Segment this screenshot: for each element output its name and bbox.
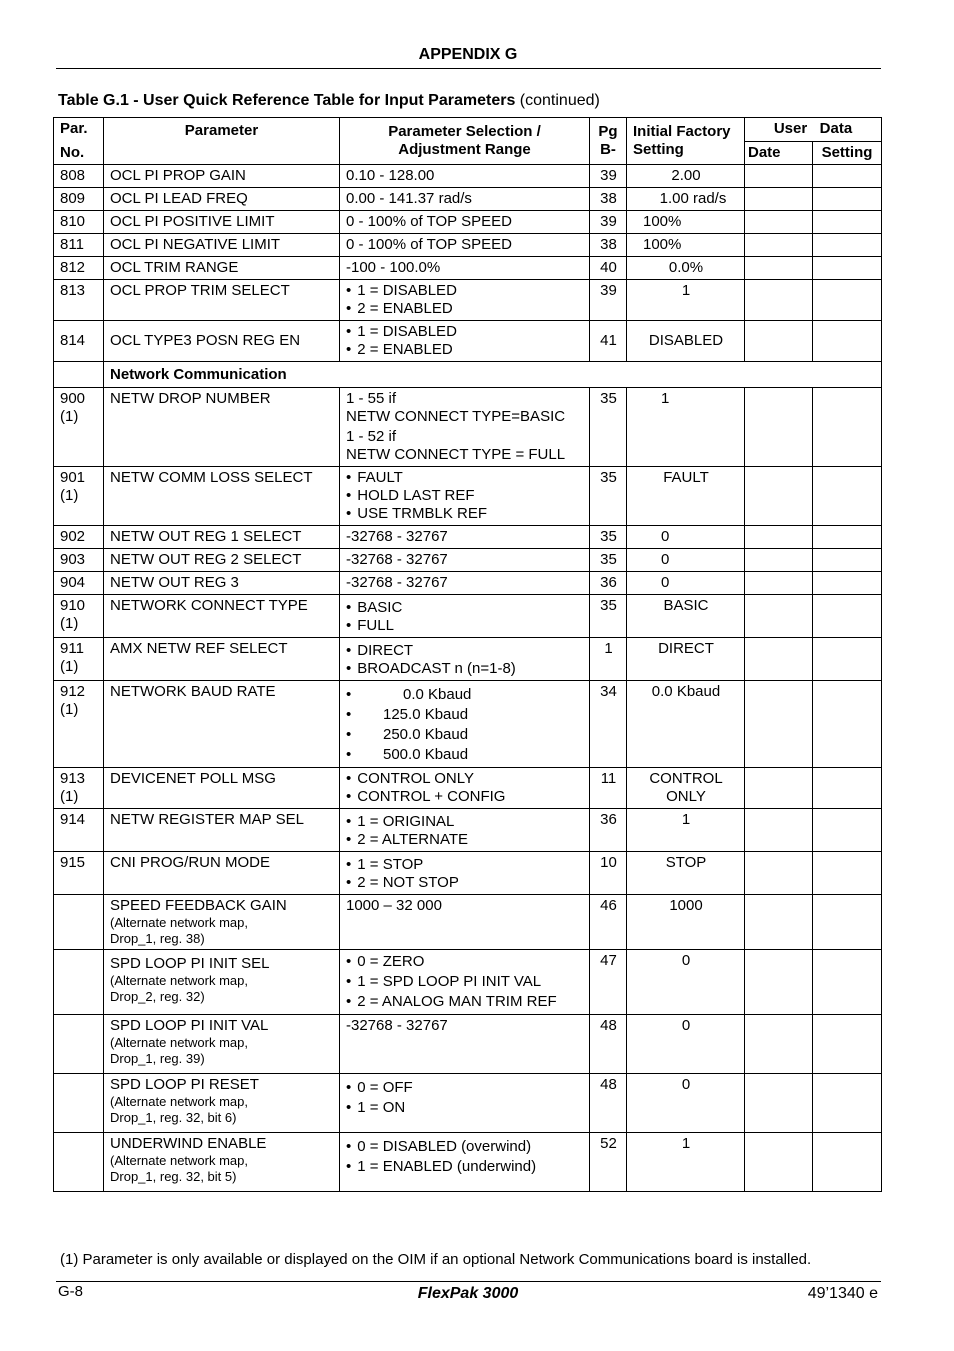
param-options bbox=[340, 852, 590, 895]
par-no bbox=[54, 638, 104, 681]
parameter-table bbox=[53, 117, 882, 1192]
factory-setting: 0 bbox=[627, 1015, 745, 1074]
param-page: 10 bbox=[590, 852, 627, 895]
param-page: 39 bbox=[590, 211, 627, 234]
par-no: 812 bbox=[54, 257, 104, 280]
par-no bbox=[54, 950, 104, 1015]
document-number: 49’1340 e bbox=[807, 1285, 878, 1302]
param-name: OCL PI LEAD FREQ bbox=[104, 188, 340, 211]
table-row bbox=[54, 895, 882, 950]
param-name: OCL PI NEGATIVE LIMIT bbox=[104, 234, 340, 257]
param-range: 1000 – 32 000 bbox=[340, 895, 590, 950]
table-row bbox=[54, 280, 882, 321]
option-item: • 250.0 Kbaud bbox=[346, 725, 584, 745]
option-item: • 500.0 Kbaud bbox=[346, 745, 584, 765]
par-no bbox=[54, 681, 104, 768]
product-name: FlexPak 3000 bbox=[417, 1285, 519, 1302]
user-date-cell bbox=[745, 1133, 813, 1192]
param-name: NETW COMM LOSS SELECT bbox=[104, 467, 340, 526]
param-range: -32768 - 32767 bbox=[340, 549, 590, 572]
user-setting-cell bbox=[813, 388, 882, 467]
user-setting-cell bbox=[813, 467, 882, 526]
factory-setting: 1000 bbox=[627, 895, 745, 950]
param-range: 0.10 - 128.00 bbox=[340, 165, 590, 188]
option-item: • 1 = ORIGINAL bbox=[346, 813, 584, 831]
table-row bbox=[54, 681, 882, 768]
param-page: 35 bbox=[590, 526, 627, 549]
user-date-cell bbox=[745, 1015, 813, 1074]
user-setting-cell bbox=[813, 188, 882, 211]
param-map-note: (Alternate network map, bbox=[110, 1035, 249, 1050]
param-options bbox=[340, 280, 590, 321]
param-title: SPD LOOP PI INIT VAL bbox=[110, 1017, 269, 1034]
option-item: • 1 = DISABLED bbox=[346, 323, 584, 341]
option-item: • 1 = SPD LOOP PI INIT VAL bbox=[346, 972, 584, 992]
param-options bbox=[340, 595, 590, 638]
option-item: • 0 = ZERO bbox=[346, 952, 584, 972]
option-item: • 2 = NOT STOP bbox=[346, 874, 584, 892]
param-name: OCL PI POSITIVE LIMIT bbox=[104, 211, 340, 234]
param-name bbox=[104, 1133, 340, 1192]
param-page: 35 bbox=[590, 388, 627, 467]
param-name bbox=[104, 1015, 340, 1074]
user-date-cell bbox=[745, 572, 813, 595]
param-name: NETW OUT REG 1 SELECT bbox=[104, 526, 340, 549]
user-date-cell bbox=[745, 321, 813, 362]
par-footnote-ref: (1) bbox=[60, 408, 79, 425]
param-range: 0 - 100% of TOP SPEED bbox=[340, 211, 590, 234]
par-no bbox=[54, 467, 104, 526]
option-item: • CONTROL ONLY bbox=[346, 770, 584, 788]
table-row bbox=[54, 467, 882, 526]
param-page: 48 bbox=[590, 1015, 627, 1074]
user-date-cell bbox=[745, 768, 813, 809]
col-setting: Setting bbox=[813, 141, 882, 165]
option-item: • 1 = ENABLED (underwind) bbox=[346, 1157, 584, 1177]
param-name: NETWORK CONNECT TYPE bbox=[104, 595, 340, 638]
factory-setting: STOP bbox=[627, 852, 745, 895]
user-setting-cell bbox=[813, 768, 882, 809]
table-row bbox=[54, 188, 882, 211]
user-setting-cell bbox=[813, 638, 882, 681]
table-row bbox=[54, 595, 882, 638]
range-line: 1 - 55 if bbox=[346, 390, 397, 407]
param-page: 1 bbox=[590, 638, 627, 681]
user-setting-cell bbox=[813, 165, 882, 188]
par-number: 912 bbox=[60, 683, 86, 700]
param-map-note: (Alternate network map, bbox=[110, 1153, 249, 1168]
par-footnote-ref: (1) bbox=[60, 788, 79, 805]
param-page: 48 bbox=[590, 1074, 627, 1133]
param-range: -32768 - 32767 bbox=[340, 572, 590, 595]
par-number: 910 bbox=[60, 597, 86, 614]
par-no: 903 bbox=[54, 549, 104, 572]
range-line: NETW CONNECT TYPE=BASIC bbox=[346, 408, 566, 425]
factory-setting: 100% bbox=[627, 234, 745, 257]
param-page: 38 bbox=[590, 234, 627, 257]
param-page: 46 bbox=[590, 895, 627, 950]
par-no: 811 bbox=[54, 234, 104, 257]
user-setting-cell bbox=[813, 595, 882, 638]
user-date-cell bbox=[745, 950, 813, 1015]
param-range: -32768 - 32767 bbox=[340, 1015, 590, 1074]
table-row bbox=[54, 321, 882, 362]
table-row bbox=[54, 1133, 882, 1192]
factory-setting: FAULT bbox=[627, 467, 745, 526]
user-setting-cell bbox=[813, 526, 882, 549]
user-date-cell bbox=[745, 895, 813, 950]
user-setting-cell bbox=[813, 852, 882, 895]
table-row bbox=[54, 1074, 882, 1133]
param-options bbox=[340, 950, 590, 1015]
table-row bbox=[54, 638, 882, 681]
par-no: 808 bbox=[54, 165, 104, 188]
user-date-cell bbox=[745, 549, 813, 572]
factory-setting: DIRECT bbox=[627, 638, 745, 681]
param-name: OCL PI PROP GAIN bbox=[104, 165, 340, 188]
par-number: 911 bbox=[60, 640, 84, 657]
param-page: 47 bbox=[590, 950, 627, 1015]
param-options bbox=[340, 638, 590, 681]
factory-setting: 0 bbox=[627, 1074, 745, 1133]
user-date-cell bbox=[745, 852, 813, 895]
param-name: DEVICENET POLL MSG bbox=[104, 768, 340, 809]
factory-setting: 0 bbox=[627, 572, 745, 595]
option-item: • 2 = ANALOG MAN TRIM REF bbox=[346, 992, 584, 1012]
col-par-no: Par. No. bbox=[54, 118, 104, 165]
param-name: NETW OUT REG 2 SELECT bbox=[104, 549, 340, 572]
col-date: Date bbox=[745, 141, 813, 165]
param-page: 36 bbox=[590, 572, 627, 595]
factory-setting: CONTROL ONLY bbox=[627, 768, 745, 809]
user-setting-cell bbox=[813, 809, 882, 852]
param-range: 0 - 100% of TOP SPEED bbox=[340, 234, 590, 257]
option-item: • 1 = STOP bbox=[346, 856, 584, 874]
param-options bbox=[340, 681, 590, 768]
param-name: NETW REGISTER MAP SEL bbox=[104, 809, 340, 852]
param-map-note: (Alternate network map, bbox=[110, 915, 249, 930]
param-name: OCL PROP TRIM SELECT bbox=[104, 280, 340, 321]
user-setting-cell bbox=[813, 1133, 882, 1192]
param-range bbox=[340, 388, 590, 467]
param-range: -32768 - 32767 bbox=[340, 526, 590, 549]
param-map-note: Drop_1, reg. 32, bit 5) bbox=[110, 1169, 237, 1184]
table-row bbox=[54, 526, 882, 549]
user-date-cell bbox=[745, 211, 813, 234]
par-no bbox=[54, 1074, 104, 1133]
param-page: 52 bbox=[590, 1133, 627, 1192]
header-rule bbox=[56, 68, 881, 69]
table-row bbox=[54, 388, 882, 467]
table-row bbox=[54, 165, 882, 188]
option-item: • HOLD LAST REF bbox=[346, 487, 584, 505]
param-name: NETW OUT REG 3 bbox=[104, 572, 340, 595]
user-date-cell bbox=[745, 257, 813, 280]
param-title: SPD LOOP PI RESET bbox=[110, 1076, 259, 1093]
user-setting-cell bbox=[813, 895, 882, 950]
par-no: 810 bbox=[54, 211, 104, 234]
par-no: 813 bbox=[54, 280, 104, 321]
param-page: 35 bbox=[590, 549, 627, 572]
par-no: 915 bbox=[54, 852, 104, 895]
table-row bbox=[54, 572, 882, 595]
param-page: 39 bbox=[590, 165, 627, 188]
param-map-note: Drop_1, reg. 32, bit 6) bbox=[110, 1110, 237, 1125]
user-setting-cell bbox=[813, 950, 882, 1015]
par-no: 814 bbox=[54, 321, 104, 362]
footnote: (1) Parameter is only available or displayed on the OIM if an optional Network Communications board is installed. bbox=[60, 1251, 812, 1268]
param-map-note: (Alternate network map, bbox=[110, 973, 249, 988]
par-no bbox=[54, 595, 104, 638]
par-no bbox=[54, 1015, 104, 1074]
section-heading: Network Communication bbox=[104, 362, 882, 388]
par-number: 901 bbox=[60, 469, 86, 486]
par-number: 913 bbox=[60, 770, 86, 787]
footer-rule bbox=[56, 1281, 881, 1282]
param-map-note: Drop_2, reg. 32) bbox=[110, 989, 205, 1004]
user-date-cell bbox=[745, 681, 813, 768]
par-footnote-ref: (1) bbox=[60, 615, 79, 632]
par-no: 809 bbox=[54, 188, 104, 211]
table-row bbox=[54, 549, 882, 572]
param-options bbox=[340, 809, 590, 852]
user-setting-cell bbox=[813, 280, 882, 321]
param-page: 35 bbox=[590, 467, 627, 526]
par-no bbox=[54, 1133, 104, 1192]
par-number: 900 bbox=[60, 390, 86, 407]
param-name: NETW DROP NUMBER bbox=[104, 388, 340, 467]
user-setting-cell bbox=[813, 549, 882, 572]
option-item: • 2 = ENABLED bbox=[346, 300, 584, 318]
param-name: CNI PROG/RUN MODE bbox=[104, 852, 340, 895]
col-parameter: Parameter bbox=[104, 118, 340, 165]
option-item: • USE TRMBLK REF bbox=[346, 505, 584, 523]
table-row bbox=[54, 852, 882, 895]
param-name bbox=[104, 895, 340, 950]
table-title bbox=[58, 92, 600, 110]
table-row bbox=[54, 234, 882, 257]
user-setting-cell bbox=[813, 321, 882, 362]
option-item: • CONTROL + CONFIG bbox=[346, 788, 584, 806]
factory-setting: 0.0% bbox=[627, 257, 745, 280]
param-name bbox=[104, 1074, 340, 1133]
user-setting-cell bbox=[813, 211, 882, 234]
option-item: • 125.0 Kbaud bbox=[346, 705, 584, 725]
param-page: 39 bbox=[590, 280, 627, 321]
factory-setting: 1.00 rad/s bbox=[627, 188, 745, 211]
param-page: 40 bbox=[590, 257, 627, 280]
param-name: AMX NETW REF SELECT bbox=[104, 638, 340, 681]
factory-setting: 0 bbox=[627, 526, 745, 549]
par-no bbox=[54, 388, 104, 467]
user-date-cell bbox=[745, 388, 813, 467]
appendix-heading: APPENDIX G bbox=[418, 46, 518, 63]
param-name: OCL TRIM RANGE bbox=[104, 257, 340, 280]
option-item: • BROADCAST n (n=1-8) bbox=[346, 660, 584, 678]
par-no: 904 bbox=[54, 572, 104, 595]
section-spacer bbox=[54, 362, 104, 388]
table-row bbox=[54, 950, 882, 1015]
option-item: • 1 = ON bbox=[346, 1098, 584, 1118]
option-item: • 0.0 Kbaud bbox=[346, 685, 584, 705]
col-selection: Parameter Selection / Adjustment Range bbox=[340, 118, 590, 165]
factory-setting: 100% bbox=[627, 211, 745, 234]
table-title-continued: (continued) bbox=[519, 92, 600, 109]
param-name: OCL TYPE3 POSN REG EN bbox=[104, 321, 340, 362]
param-options bbox=[340, 768, 590, 809]
page-number: G-8 bbox=[58, 1283, 84, 1300]
user-date-cell bbox=[745, 280, 813, 321]
table-title-bold: Table G.1 - User Quick Reference Table for Input Parameters bbox=[58, 92, 516, 109]
param-map-note: Drop_1, reg. 38) bbox=[110, 931, 205, 946]
user-setting-cell bbox=[813, 572, 882, 595]
range-line: NETW CONNECT TYPE = FULL bbox=[346, 446, 566, 463]
user-date-cell bbox=[745, 165, 813, 188]
param-page: 35 bbox=[590, 595, 627, 638]
param-title: SPEED FEEDBACK GAIN bbox=[110, 897, 287, 914]
param-range: 0.00 - 141.37 rad/s bbox=[340, 188, 590, 211]
factory-setting: 0 bbox=[627, 549, 745, 572]
option-item: • 0 = DISABLED (overwind) bbox=[346, 1137, 584, 1157]
user-date-cell bbox=[745, 638, 813, 681]
option-item: • 2 = ENABLED bbox=[346, 341, 584, 359]
user-date-cell bbox=[745, 595, 813, 638]
param-page: 41 bbox=[590, 321, 627, 362]
option-item: • 0 = OFF bbox=[346, 1078, 584, 1098]
option-item: • FAULT bbox=[346, 469, 584, 487]
user-setting-cell bbox=[813, 234, 882, 257]
user-setting-cell bbox=[813, 1015, 882, 1074]
par-footnote-ref: (1) bbox=[60, 701, 79, 718]
par-no: 902 bbox=[54, 526, 104, 549]
table-row bbox=[54, 809, 882, 852]
option-item: • 1 = DISABLED bbox=[346, 282, 584, 300]
par-no bbox=[54, 895, 104, 950]
col-user-data: User Data bbox=[745, 118, 882, 142]
col-factory: Initial Factory Setting bbox=[627, 118, 745, 165]
range-line: 1 - 52 if bbox=[346, 428, 397, 445]
param-map-note: Drop_1, reg. 39) bbox=[110, 1051, 205, 1066]
factory-setting: 1 bbox=[627, 1133, 745, 1192]
param-page: 11 bbox=[590, 768, 627, 809]
factory-setting: 0 bbox=[627, 950, 745, 1015]
par-footnote-ref: (1) bbox=[60, 487, 79, 504]
param-title: UNDERWIND ENABLE bbox=[110, 1135, 267, 1152]
factory-setting: 1 bbox=[627, 809, 745, 852]
param-name bbox=[104, 950, 340, 1015]
section-row bbox=[54, 362, 882, 388]
param-title: SPD LOOP PI INIT SEL bbox=[110, 955, 270, 972]
param-options bbox=[340, 321, 590, 362]
param-options bbox=[340, 1074, 590, 1133]
param-page: 34 bbox=[590, 681, 627, 768]
param-options bbox=[340, 1133, 590, 1192]
user-date-cell bbox=[745, 234, 813, 257]
table-row bbox=[54, 768, 882, 809]
option-item: • FULL bbox=[346, 617, 584, 635]
user-date-cell bbox=[745, 188, 813, 211]
factory-setting: BASIC bbox=[627, 595, 745, 638]
param-options bbox=[340, 467, 590, 526]
option-item: • BASIC bbox=[346, 599, 584, 617]
factory-setting: 1 bbox=[627, 388, 745, 467]
param-page: 36 bbox=[590, 809, 627, 852]
col-pg: Pg B- bbox=[590, 118, 627, 165]
user-setting-cell bbox=[813, 1074, 882, 1133]
table-row bbox=[54, 257, 882, 280]
option-item: • 2 = ALTERNATE bbox=[346, 831, 584, 849]
table-row bbox=[54, 1015, 882, 1074]
factory-setting: 2.00 bbox=[627, 165, 745, 188]
option-item: • DIRECT bbox=[346, 642, 584, 660]
param-name: NETWORK BAUD RATE bbox=[104, 681, 340, 768]
table-header-row bbox=[54, 118, 882, 142]
user-date-cell bbox=[745, 809, 813, 852]
user-setting-cell bbox=[813, 257, 882, 280]
param-range: -100 - 100.0% bbox=[340, 257, 590, 280]
factory-setting: 1 bbox=[627, 280, 745, 321]
par-no: 914 bbox=[54, 809, 104, 852]
factory-setting: 0.0 Kbaud bbox=[627, 681, 745, 768]
factory-setting: DISABLED bbox=[627, 321, 745, 362]
table-row bbox=[54, 211, 882, 234]
user-date-cell bbox=[745, 1074, 813, 1133]
par-footnote-ref: (1) bbox=[60, 658, 79, 675]
user-date-cell bbox=[745, 526, 813, 549]
param-page: 38 bbox=[590, 188, 627, 211]
param-map-note: (Alternate network map, bbox=[110, 1094, 249, 1109]
user-setting-cell bbox=[813, 681, 882, 768]
par-no bbox=[54, 768, 104, 809]
user-date-cell bbox=[745, 467, 813, 526]
